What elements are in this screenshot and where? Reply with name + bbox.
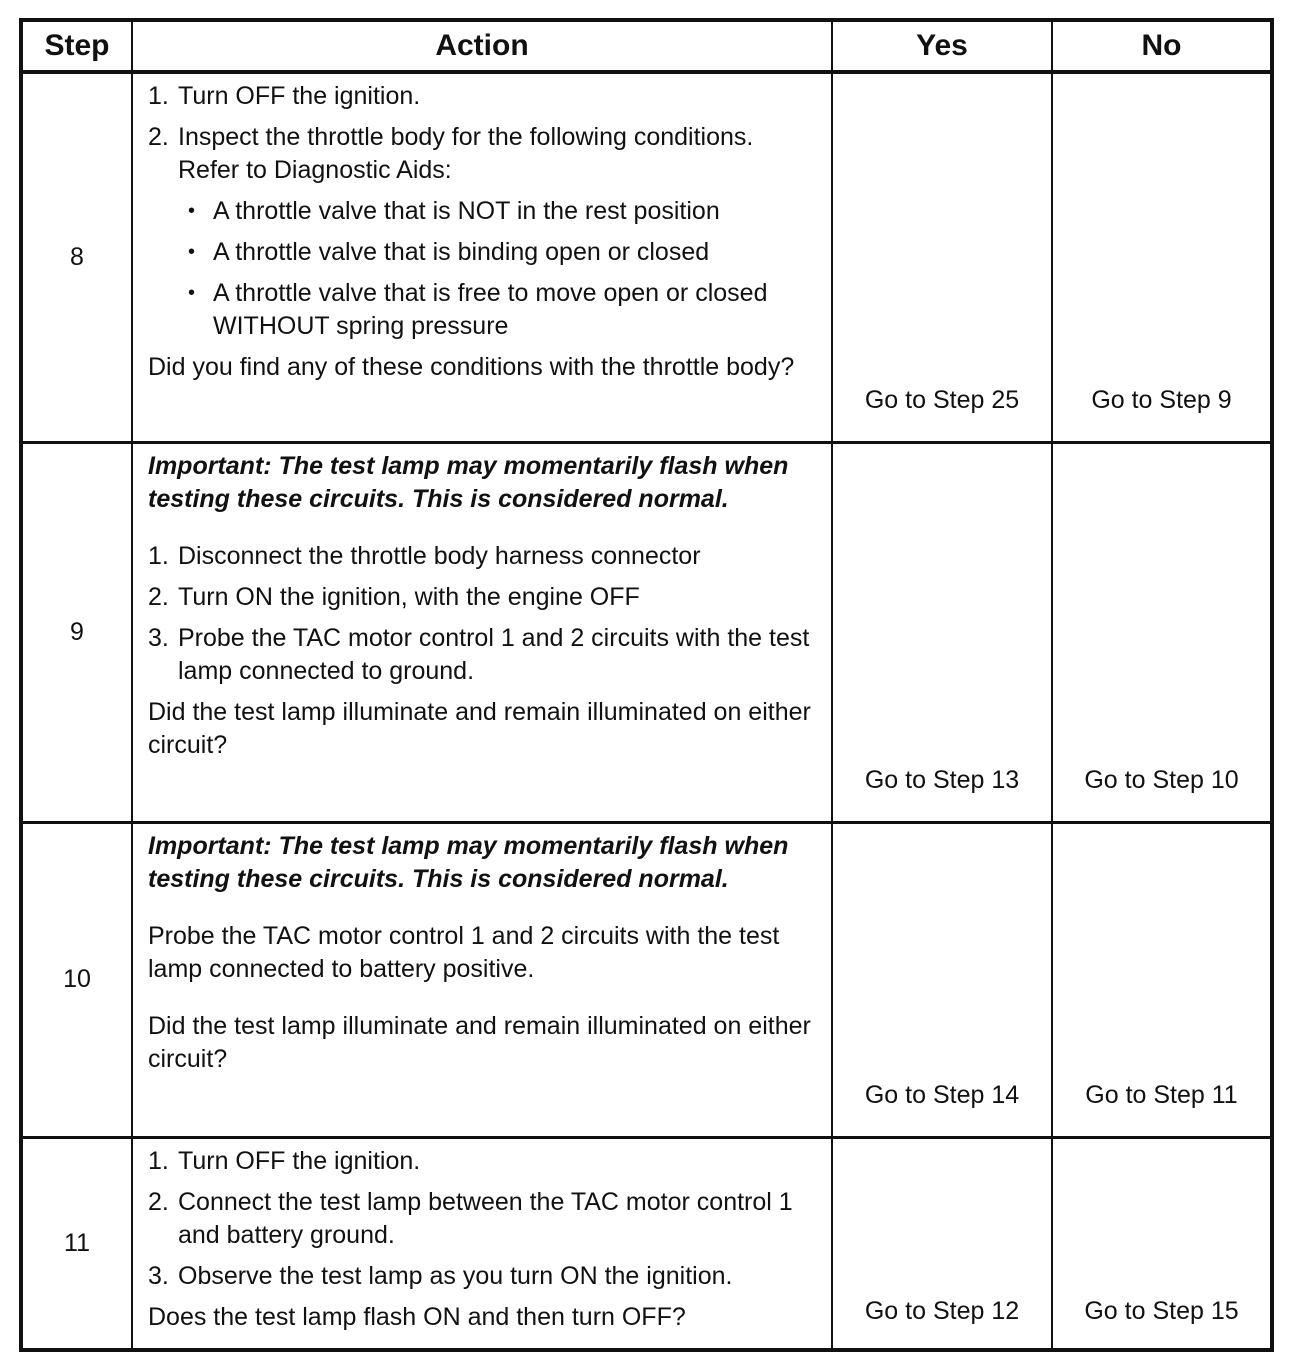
question-text: Did the test lamp illuminate and remain illuminated on either circuit? xyxy=(148,1011,811,1073)
yes-result: Go to Step 14 xyxy=(832,822,1052,1137)
diagnostic-table xyxy=(19,18,1274,1352)
no-result: Go to Step 9 xyxy=(1052,72,1272,442)
condition-item xyxy=(148,236,817,269)
step-text: Turn ON the ignition, with the engine OFF xyxy=(178,582,640,611)
condition-text: A throttle valve that is free to move open or closed WITHOUT spring pressure xyxy=(213,279,768,340)
header-yes: Yes xyxy=(832,20,1052,72)
condition-text: A throttle valve that is NOT in the rest position xyxy=(213,197,720,225)
step-text: Inspect the throttle body for the following conditions. Refer to Diagnostic Aids: xyxy=(178,123,754,184)
step-number: 9 xyxy=(21,442,132,822)
action-cell xyxy=(132,822,832,1137)
step-index: 1. xyxy=(148,82,169,110)
action-step xyxy=(148,80,817,113)
table-row xyxy=(21,442,1272,822)
header-no: No xyxy=(1052,20,1272,72)
action-cell xyxy=(132,72,832,442)
bullet-icon: • xyxy=(188,282,196,304)
table-row xyxy=(21,822,1272,1137)
step-index: 2. xyxy=(148,123,169,151)
step-number: 11 xyxy=(21,1137,132,1350)
step-number: 10 xyxy=(21,822,132,1137)
condition-item xyxy=(148,277,817,343)
step-text: Connect the test lamp between the TAC motor control 1 and battery ground. xyxy=(178,1187,793,1249)
action-step xyxy=(148,540,817,573)
step-text: Turn OFF the ignition. xyxy=(178,82,421,110)
step-index: 1. xyxy=(148,1146,169,1175)
important-note: Important: The test lamp may momentarily flash when testing these circuits. This is considered normal. xyxy=(148,831,789,893)
yes-result: Go to Step 25 xyxy=(832,72,1052,442)
action-cell xyxy=(132,1137,832,1350)
action-cell xyxy=(132,442,832,822)
important-note: Important: The test lamp may momentarily flash when testing these circuits. This is considered normal. xyxy=(148,451,789,513)
action-step xyxy=(148,1145,817,1178)
step-index: 3. xyxy=(148,623,169,652)
step-index: 3. xyxy=(148,1261,169,1290)
step-text: Probe the TAC motor control 1 and 2 circuits with the test lamp connected to ground. xyxy=(178,623,810,685)
bullet-icon: • xyxy=(188,200,196,222)
bullet-icon: • xyxy=(188,241,196,263)
no-result: Go to Step 15 xyxy=(1052,1137,1272,1350)
step-text: Observe the test lamp as you turn ON the ignition. xyxy=(178,1261,733,1290)
step-number: 8 xyxy=(21,72,132,442)
action-step xyxy=(148,622,817,688)
question-text: Did the test lamp illuminate and remain illuminated on either circuit? xyxy=(148,697,811,759)
step-index: 2. xyxy=(148,1187,169,1216)
step-text: Disconnect the throttle body harness connector xyxy=(178,541,701,570)
action-step xyxy=(148,121,817,187)
condition-text: A throttle valve that is binding open or closed xyxy=(213,238,710,266)
action-text: Probe the TAC motor control 1 and 2 circuits with the test lamp connected to battery positive. xyxy=(148,921,780,983)
step-text: Turn OFF the ignition. xyxy=(178,1146,421,1175)
step-index: 2. xyxy=(148,582,169,611)
header-action: Action xyxy=(132,20,832,72)
condition-item xyxy=(148,195,817,228)
yes-result: Go to Step 13 xyxy=(832,442,1052,822)
action-step xyxy=(148,1260,817,1293)
table-row xyxy=(21,72,1272,442)
yes-result: Go to Step 12 xyxy=(832,1137,1052,1350)
step-index: 1. xyxy=(148,541,169,570)
no-result: Go to Step 11 xyxy=(1052,822,1272,1137)
question-text: Did you find any of these conditions with the throttle body? xyxy=(148,353,795,381)
header-step: Step xyxy=(21,20,132,72)
action-step xyxy=(148,1186,817,1252)
table-row xyxy=(21,1137,1272,1350)
no-result: Go to Step 10 xyxy=(1052,442,1272,822)
question-text: Does the test lamp flash ON and then turn OFF? xyxy=(148,1302,686,1331)
action-step xyxy=(148,581,817,614)
header-row xyxy=(21,20,1272,72)
